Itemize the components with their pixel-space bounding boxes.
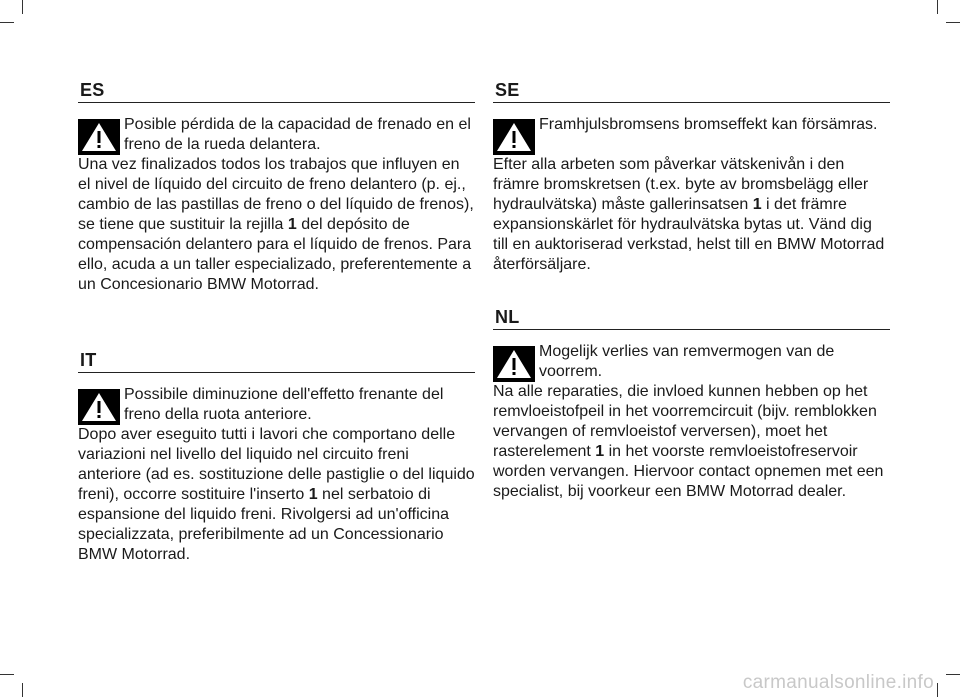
warning-triangle-icon [78,389,120,425]
section-it [78,350,475,565]
section-nl [493,307,890,502]
crop-mark [0,22,14,23]
crop-mark [946,674,960,675]
warning-text: Possibile diminuzione dell'effetto frenante del freno della ruota anteriore. [124,386,444,423]
section-heading: IT [78,350,475,373]
section-heading: NL [493,307,890,330]
warning-text: Mogelijk verlies van remvermogen van de voorrem. [539,343,835,380]
section-es [78,80,475,295]
section-heading: ES [78,80,475,103]
crop-mark [937,683,938,697]
crop-mark [22,0,23,14]
instruction-text: Na alle reparaties, die invloed kunnen hebben op het remvloeistofpeil in het voorremcircuit (bijv. remblokken vervangen of remvloeistof verversen), moet het rasterelement 1 in het voorste remvloeistofreservoir worden vervangen. Hiervoor contact opnemen met een specialist, bij voorkeur een BMW Motorrad dealer. [493,383,884,500]
reference-number: 1 [752,196,762,213]
warning-triangle-icon [493,119,535,155]
warning-block [78,115,475,155]
crop-mark [22,683,23,697]
section-heading: SE [493,80,890,103]
crop-mark [946,22,960,23]
reference-number: 1 [595,443,605,460]
warning-block [493,115,890,155]
watermark-text: carmanualsonline.info [742,672,934,693]
reference-number: 1 [287,216,297,233]
warning-block [493,342,890,382]
warning-block [78,385,475,425]
warning-triangle-icon [78,119,120,155]
warning-text: Framhjulsbromsens bromseffekt kan försämras. [539,116,878,133]
reference-number: 1 [308,486,318,503]
crop-mark [0,674,14,675]
instruction-text: Una vez finalizados todos los trabajos que influyen en el nivel de líquido del circuito de freno delantero (p. ej., cambio de las pastillas de freno o del líquido de frenos), se tiene que sustituir la rejilla 1 del depósito de compensación delantero para el líquido de frenos. Para ello, acuda a un taller especializado, preferentemente a un Concesionario BMW Motorrad. [78,156,474,293]
warning-text: Posible pérdida de la capacidad de frenado en el freno de la rueda delantera. [124,116,471,153]
crop-mark [937,0,938,14]
instruction-text: Dopo aver eseguito tutti i lavori che comportano delle variazioni nel livello del liquido nel circuito freni anteriore (ad es. sostituzione delle pastiglie o del liquido freni), occorre sostituire l'inserto 1 nel serbatoio di espansione del liquido freni. Rivolgersi ad un'officina specializzata, preferibilmente ad un Concessionario BMW Motorrad. [78,426,475,563]
warning-triangle-icon [493,346,535,382]
section-se [493,80,890,275]
instruction-text: Efter alla arbeten som påverkar vätskenivån i den främre bromskretsen (t.ex. byte av bromsbelägg eller hydraulvätska) måste gallerinsatsen 1 i det främre expansionskärlet för hydraulvätska bytas ut. Vänd dig till en auktoriserad verkstad, helst till en BMW Motorrad återförsäljare. [493,156,885,273]
